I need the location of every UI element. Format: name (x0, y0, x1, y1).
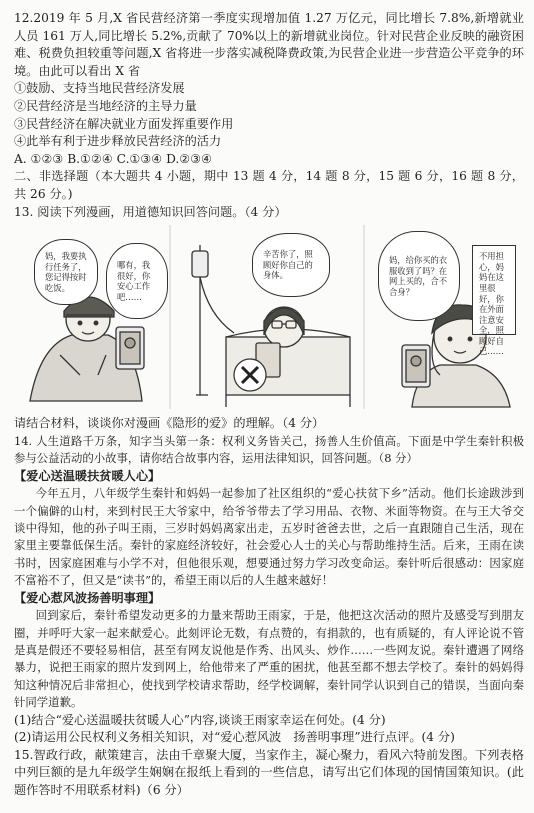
q14-section1-text: 今年五月，八年级学生秦针和妈妈一起参加了社区组织的“爱心扶贫下乡”活动。他们长途跋涉到一个偏僻的山村，来到村民王大爷家中，给爷爷带去了学习用品、衣物、米面等物资。在与王大爷交谈中得知，他的孙子叫王雨，三岁时妈妈离家出走，五岁时爸爸去世，之后一直跟随自己生活，现在家里主要靠低保生活。秦针的家庭经济较好，社会爱心人士的关心与帮助维持生活。后来，王雨在读书时，因家庭困难与小学不对，但他很乐观，想要通过努力学习改变命运。秦针听后很感动：因家庭不富裕不了，但又是“读书”的，希望王雨以后的人生越来越好！ (14, 486, 524, 588)
q14-sub1: (1)结合“爱心送温暖扶贫暖人心”内容,谈谈王雨家幸运在何处。(4 分) (14, 712, 386, 727)
q12-option-2: ②民营经济是当地经济的主导力量 (14, 98, 197, 113)
speech-bubble-patient: 辛苦你了，照顾好你自己的身体。 (252, 233, 330, 297)
q14-sub2: (2)请运用公民权利义务相关知识，对“爱心惹风波 扬善明事理”进行点评。(4 分) (14, 730, 455, 745)
section-two-heading: 二、非选择题（本大题共 4 小题，期中 13 题 4 分，14 题 8 分，15 题 6 分，16 题 8 分，共 26 分。) (14, 169, 524, 201)
speech-bubble-mother-phone: 哪有，我很好，你安心工作吧…… (106, 243, 168, 319)
exam-page (14, 10, 524, 800)
q13-stem: 13. 阅读下列漫画，用道德知识回答问题。（4 分） (14, 204, 287, 219)
q14-section2-title: 【爱心惹风波扬善明事理】 (14, 590, 161, 605)
q13-question: 请结合材料，谈谈你对漫画《隐形的爱》的理解。（4 分） (14, 416, 325, 431)
q14-section2-text: 回到家后，秦针希望发动更多的力量来帮助王雨家，于是，他把这次活动的照片及感受写到朋友圈，并呼吁大家一起来献爱心。此刻评论无数，有点赞的，有捐款的，也有质疑的，有人评论说不管是真是假还不要轻易相信，甚至有网友说他是作秀、出风头、炒作……一些网友说。秦针遭遇了网络暴力，说把王雨家的照片发到网上，给他带来了严重的困扰，他甚至都不想去学校了。秦针的妈妈得知这种情况后非常担心，使找到学校请求帮助，经学校调解，秦针同学认识到自己的错误，当面向秦针同学道歉。 (14, 608, 524, 710)
q14-section1-title: 【爱心送温暖扶贫暖人心】 (14, 468, 161, 483)
speech-bubble-soldier: 妈，我要执行任务了，您记得按时吃饭。 (34, 239, 98, 305)
speech-bubble-daughter: 妈，给你买的衣服收到了吗？在网上买的，合不合身？ (378, 231, 460, 321)
q15-stem: 15.智政行政，献策建言，法由千章聚大厦，当家作主，凝心聚力，看风六特前发图。下列表格中列巨额的是九年级学生娴娴在报纸上看到的一些信息，请写出它们体现的国情国策知识。(此题作答时不用联系材料)（6 分） (14, 747, 524, 797)
q12-stem: 12.2019 年 5 月,X 省民营经济第一季度实现增加值 1.27 万亿元，同比增长 7.8%,新增就业人员 161 万人,同比增长 5.2%,贡献了 70%以上的新增就业岗位。针对民营企业反映的融资困难、税费负担较重等问题,X 省将进一步落实减税降费政策,为民营企业进一步营造公平竞争的环境。由此可以看出 X 省 (14, 11, 524, 78)
q14-stem: 14. 人生道路千万条，知字当头第一条：权利义务皆关己，扬善人生价值高。下面是中学生秦针积极参与公益活动的小故事，请你结合故事内容，运用法律知识，回答问题。（8 分） (14, 433, 524, 466)
q12-option-1: ①鼓励、支持当地民营经济发展 (14, 81, 185, 96)
q12-choices: A. ①②③ B.①②④ C.①③④ D.②③④ (14, 151, 213, 166)
q12-option-4: ④此举有利于进步释放民营经济的活力 (14, 134, 222, 149)
q12-option-3: ③民营经济在解决就业方面发挥重要作用 (14, 116, 234, 131)
text-box-mother-reply: 不用担心，妈妈在这里很好，你在外面注意安全，照顾好自己…… (472, 245, 516, 335)
comic-hidden-love (20, 225, 516, 409)
